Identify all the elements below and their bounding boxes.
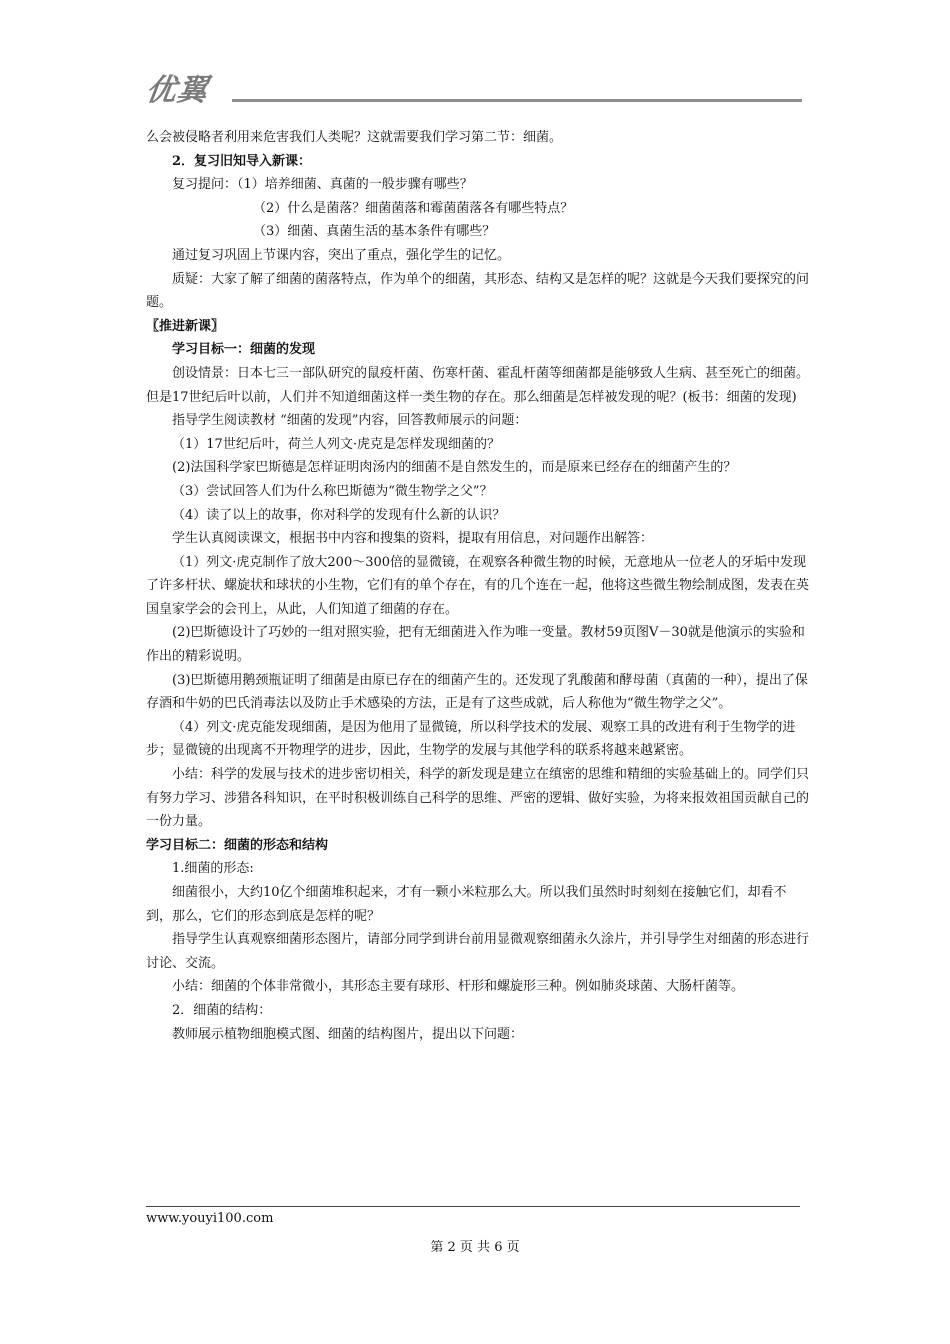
goal-heading: 学习目标二：细菌的形态和结构 [146,837,329,853]
goal-heading: 学习目标一：细菌的发现 [172,342,316,358]
question-item: (2)法国科学家巴斯德是怎样证明肉汤内的细菌不是自然发生的，而是原来已经存在的细菌产生的？ [172,460,737,476]
question-item: （3）尝试回答人们为什么称巴斯德为“微生物学之父”？ [172,483,493,499]
paragraph: 创设情景：日本七三一部队研究的鼠疫杆菌、伤寒杆菌、霍乱杆菌等细菌都是能够致人生病、甚至死亡的细菌。但是17世纪后叶以前，人们并不知道细菌这样一类生物的存在。那么细菌是怎样被发现的呢？(板书：细菌的发现) [146,365,810,405]
review-question: （2）什么是菌落？细菌菌落和霉菌菌落各有哪些特点？ [253,200,574,216]
section-heading: 〖推进新课〗 [146,318,225,334]
header-rule [232,99,802,102]
summary: 小结：科学的发展与技术的进步密切相关，科学的新发现是建立在缜密的思维和精细的实验基础上的。同学们只有努力学习、涉猎各科知识，在平时积极训练自己科学的思维、严密的逻辑、做好实验，为将来报效祖国贡献自己的一份力量。 [146,767,810,830]
review-question: 复习提问：（1）培养细菌、真菌的一般步骤有哪些？ [172,177,473,193]
paragraph: 指导学生认真观察细菌形态图片，请部分同学到讲台前用显微观察细菌永久涂片，并引导学生对细菌的形态进行讨论、交流。 [146,932,810,971]
sub-heading: 1.细菌的形态: [172,861,254,877]
paragraph: 学生认真阅读课文，根据书中内容和搜集的资料，提取有用信息，对问题作出解答： [172,531,654,547]
paragraph: 指导学生阅读教材 “细菌的发现”内容，回答教师展示的问题： [172,413,528,429]
footer-url: www.youyi100.com [146,1211,274,1226]
answer-item: (3)巴斯德用鹅颈瓶证明了细菌是由原已存在的细菌产生的。还发现了乳酸菌和酵母菌（真菌的一种），提出了保存酒和牛奶的巴氏消毒法以及防止手术感染的方法，正是有了这些成就，后人称他为“微生物学之父”。 [146,672,808,712]
summary: 小结：细菌的个体非常微小，其形态主要有球形、杆形和螺旋形三种。例如肺炎球菌、大肠杆菌等。 [172,979,745,995]
paragraph: 教师展示植物细胞模式图、细菌的结构图片，提出以下问题： [172,1026,524,1042]
answer-item: （4）列文·虎克能发现细菌，是因为他用了显微镜，所以科学技术的发展、观察工具的改进有利于生物学的进步；显微镜的出现离不开物理学的进步，因此，生物学的发展与其他学科的联系将越来越紧密。 [146,719,796,759]
paragraph: 么会被侵略者利用来危害我们人类呢？这就需要我们学习第二节：细菌。 [146,130,563,145]
paragraph: 通过复习巩固上节课内容，突出了重点，强化学生的记忆。 [172,247,511,263]
question-item: （1）17世纪后叶，荷兰人列文·虎克是怎样发现细菌的？ [172,436,500,452]
question-item: （4）读了以上的故事，你对科学的发现有什么新的认识？ [172,507,506,523]
paragraph: 质疑：大家了解了细菌的菌落特点，作为单个的细菌，其形态、结构又是怎样的呢？这就是今天我们要探究的问题。 [146,271,810,311]
page-number: 第 2 页 共 6 页 [430,1240,520,1255]
answer-item: (2)巴斯德设计了巧妙的一组对照实验，把有无细菌进入作为唯一变量。教材59页图Ⅴ－30就是他演示的实验和作出的精彩说明。 [146,625,805,665]
footer-rule [146,1206,800,1207]
paragraph: 细菌很小，大约10亿个细菌堆积起来，才有一颗小米粒那么大。所以我们虽然时时刻刻在接触它们，却看不到，那么，它们的形态到底是怎样的呢？ [146,885,787,924]
sub-heading: 2．细菌的结构： [172,1002,272,1018]
answer-item: （1）列文·虎克制作了放大200～300倍的显微镜，在观察各种微生物的时候，无意地从一位老人的牙垢中发现了许多杆状、螺旋状和球状的小生物，它们有的单个存在，有的几个连在一起，他将这些微生物绘制成图，发表在英国皇家学会的会刊上，从此，人们知道了细菌的存在。 [146,554,810,617]
review-question: （3）细菌、真菌生活的基本条件有哪些？ [253,224,496,240]
logo-text: 优翼 [143,73,211,108]
section-heading: 2．复习旧知导入新课： [172,153,312,169]
header-logo [143,72,211,108]
document-body [146,126,811,1046]
